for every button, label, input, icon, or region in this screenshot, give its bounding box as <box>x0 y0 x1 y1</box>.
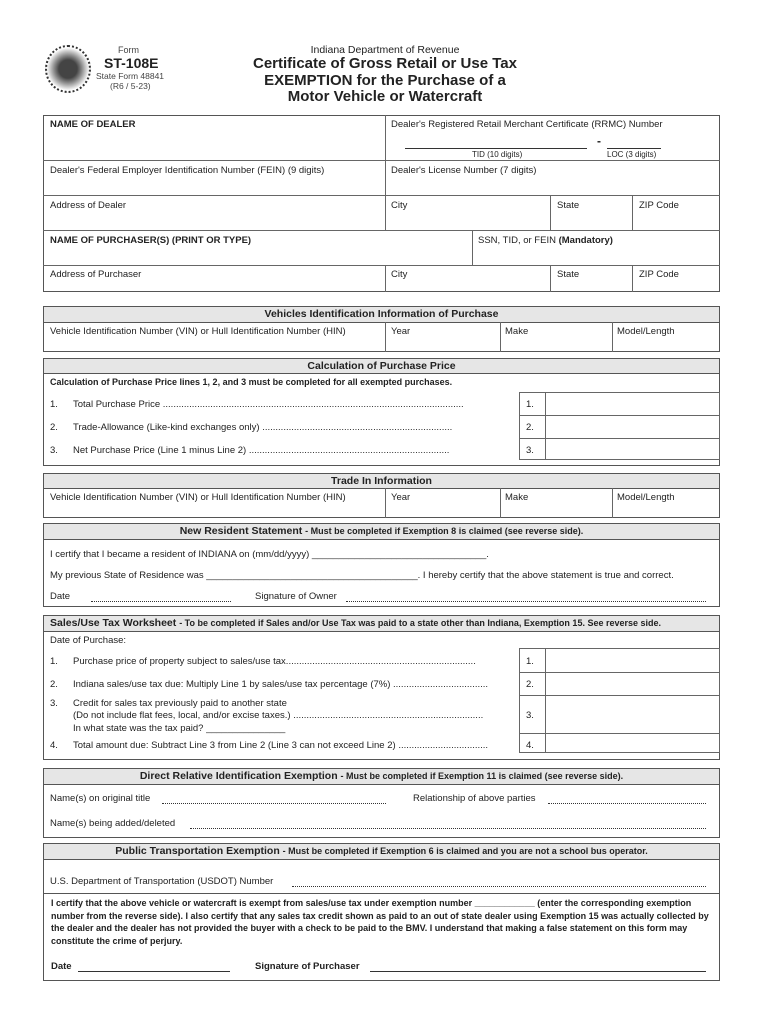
ssn-field[interactable] <box>478 235 613 246</box>
trade-make-field[interactable]: Make <box>505 492 529 503</box>
license-field[interactable]: Dealer's License Number (7 digits) <box>391 165 537 176</box>
calc-section-heading: Calculation of Purchase Price <box>43 358 720 374</box>
line-label: Net Purchase Price (Line 1 minus Line 2) ............................................................................ <box>73 445 450 456</box>
transport-section-heading <box>43 843 720 860</box>
tid-label: TID (10 digits) <box>472 150 523 159</box>
heading-note: - Must be completed if Exemption 8 is claimed (see reverse side). <box>305 526 584 536</box>
usdot-label: U.S. Department of Transportation (USDOT) Number <box>50 876 274 887</box>
form-title-line: Certificate of Gross Retail or Use Tax <box>253 55 517 72</box>
heading-title: Public Transportation Exemption <box>115 845 283 857</box>
line-number: 2. <box>50 422 58 433</box>
heading-note: - To be completed if Sales and/or Use Tax was paid to a state other than Indiana, Exemption 15. See reverse side. <box>179 618 661 628</box>
names-added-input[interactable] <box>190 828 706 829</box>
purchaser-signature-input[interactable] <box>370 971 706 972</box>
date-of-purchase-field[interactable]: Date of Purchase: <box>50 635 127 646</box>
purchaser-zip-field[interactable]: ZIP Code <box>639 269 679 280</box>
heading-note: - Must be completed if Exemption 11 is claimed (see reverse side). <box>340 771 624 781</box>
names-added-label: Name(s) being added/deleted <box>50 818 176 829</box>
dealer-address-field[interactable]: Address of Dealer <box>50 200 127 211</box>
line-number: 1. <box>50 656 58 667</box>
vehicle-section-heading: Vehicles Identification Information of Purchase <box>43 306 720 323</box>
dealer-city-field[interactable]: City <box>391 200 408 211</box>
worksheet-line2-input[interactable]: 2. <box>526 679 534 690</box>
relationship-label: Relationship of above parties <box>413 793 536 804</box>
line-label: Credit for sales tax previously paid to another state <box>73 698 287 709</box>
mandatory-label: (Mandatory) <box>558 235 613 246</box>
original-title-names-input[interactable] <box>162 803 386 804</box>
worksheet-line4-input[interactable]: 4. <box>526 740 534 751</box>
owner-signature-label: Signature of Owner <box>255 591 337 602</box>
purchaser-date-input[interactable] <box>78 971 230 972</box>
form-label: Form <box>118 45 139 55</box>
dealer-name-field[interactable]: NAME OF DEALER <box>50 119 136 130</box>
dealer-zip-field[interactable]: ZIP Code <box>639 200 679 211</box>
fein-field[interactable]: Dealer's Federal Employer Identification Number (FEIN) (9 digits) <box>50 165 325 176</box>
original-title-names-label: Name(s) on original title <box>50 793 151 804</box>
form-number: ST-108E <box>104 55 159 71</box>
line-label: Indiana sales/use tax due: Multiply Line 1 by sales/use tax percentage (7%) .................................... <box>73 679 489 690</box>
rrmc-label: Dealer's Registered Retail Merchant Certificate (RRMC) Number <box>391 119 663 130</box>
revision: (R6 / 5-23) <box>110 81 151 91</box>
previous-state-line[interactable]: My previous State of Residence was ________________________________________. I hereby certify that the above statement is true and correct. <box>50 570 674 581</box>
purchaser-signature-label: Signature of Purchaser <box>255 961 360 972</box>
vehicle-year-field[interactable]: Year <box>391 326 411 337</box>
relationship-input[interactable] <box>548 803 706 804</box>
purchaser-date-label: Date <box>51 961 72 972</box>
tid-input[interactable] <box>405 148 587 149</box>
vehicle-model-field[interactable]: Model/Length <box>617 326 675 337</box>
form-title-line: EXEMPTION for the Purchase of a <box>264 71 506 89</box>
trade-year-field[interactable]: Year <box>391 492 411 503</box>
state-form-number: State Form 48841 <box>96 71 165 81</box>
line-label: Purchase price of property subject to sales/use tax........................................................................ <box>73 656 476 667</box>
purchaser-address-field[interactable]: Address of Purchaser <box>50 269 142 280</box>
line-label: (Do not include flat fees, local, and/or excise taxes.) ........................................................................ <box>73 710 484 721</box>
trade-section-heading: Trade In Information <box>43 473 720 489</box>
line-label: Trade-Allowance (Like-kind exchanges only) ........................................................................ <box>73 422 453 433</box>
worksheet-line1-input[interactable]: 1. <box>526 656 534 667</box>
line-number: 2. <box>50 679 58 690</box>
relative-section-heading <box>43 768 720 785</box>
line-number: 3. <box>50 698 58 709</box>
resident-date-label: Date <box>50 591 71 602</box>
tax-paid-state-input[interactable]: In what state was the tax paid? _______________ <box>73 723 286 734</box>
certification-statement: I certify that the above vehicle or watercraft is exempt from sales/use tax under exemption number ____________ (enter the corresponding exemption number from the reverse side). I also certify that any sales tax credit shown as paid to an out of state dealer using Exemption 15 was actually collected by the dealer and the dealer has not provided the buyer with a check to be paid to the BMV. I understand that making a false statement on this form may constitute the crime of perjury. <box>51 898 709 946</box>
loc-input[interactable] <box>607 148 661 149</box>
line-number: 4. <box>50 740 58 751</box>
loc-label: LOC (3 digits) <box>607 150 657 159</box>
calc-boxes <box>519 392 720 460</box>
line-number: 1. <box>50 399 58 410</box>
heading-title: Direct Relative Identification Exemption <box>139 770 341 782</box>
net-purchase-price-input[interactable]: 3. <box>526 445 534 456</box>
dealer-state-field[interactable]: State <box>557 200 580 211</box>
vehicle-vin-field[interactable]: Vehicle Identification Number (VIN) or Hull Identification Number (HIN) <box>50 326 346 337</box>
heading-title: New Resident Statement <box>179 525 306 537</box>
resident-date-line[interactable]: I certify that I became a resident of INDIANA on (mm/dd/yyyy) _________________________________. <box>50 549 489 560</box>
trade-allowance-input[interactable]: 2. <box>526 422 534 433</box>
heading-title: Sales/Use Tax Worksheet <box>50 617 180 629</box>
state-seal <box>45 45 91 93</box>
agency: Indiana Department of Revenue <box>310 44 460 56</box>
usdot-input[interactable] <box>292 886 706 887</box>
ssn-label: SSN, TID, or FEIN <box>478 235 559 246</box>
owner-signature-input[interactable] <box>346 601 706 602</box>
purchaser-state-field[interactable]: State <box>557 269 580 280</box>
line-label: Total Purchase Price .................................................................................................................. <box>73 399 464 410</box>
worksheet-section-heading <box>43 615 720 632</box>
line-number: 3. <box>50 445 58 456</box>
purchaser-city-field[interactable]: City <box>391 269 408 280</box>
worksheet-line3-input[interactable]: 3. <box>526 710 534 721</box>
resident-date-input[interactable] <box>91 601 231 602</box>
purchaser-name-field[interactable]: NAME OF PURCHASER(S) (PRINT OR TYPE) <box>50 235 252 246</box>
worksheet-boxes <box>519 648 720 753</box>
trade-vin-field[interactable]: Vehicle Identification Number (VIN) or Hull Identification Number (HIN) <box>50 492 346 503</box>
form-title-line: Motor Vehicle or Watercraft <box>287 88 483 105</box>
total-purchase-price-input[interactable]: 1. <box>526 399 534 410</box>
resident-section-heading <box>43 523 720 540</box>
calc-note: Calculation of Purchase Price lines 1, 2, and 3 must be completed for all exempted purchases. <box>50 377 453 387</box>
vehicle-make-field[interactable]: Make <box>505 326 529 337</box>
rrmc-dash: - <box>597 134 601 148</box>
trade-model-field[interactable]: Model/Length <box>617 492 675 503</box>
heading-note: - Must be completed if Exemption 6 is claimed and you are not a school bus operator. <box>282 846 648 856</box>
line-label: Total amount due: Subtract Line 3 from Line 2 (Line 3 can not exceed Line 2) .................................. <box>73 740 489 751</box>
